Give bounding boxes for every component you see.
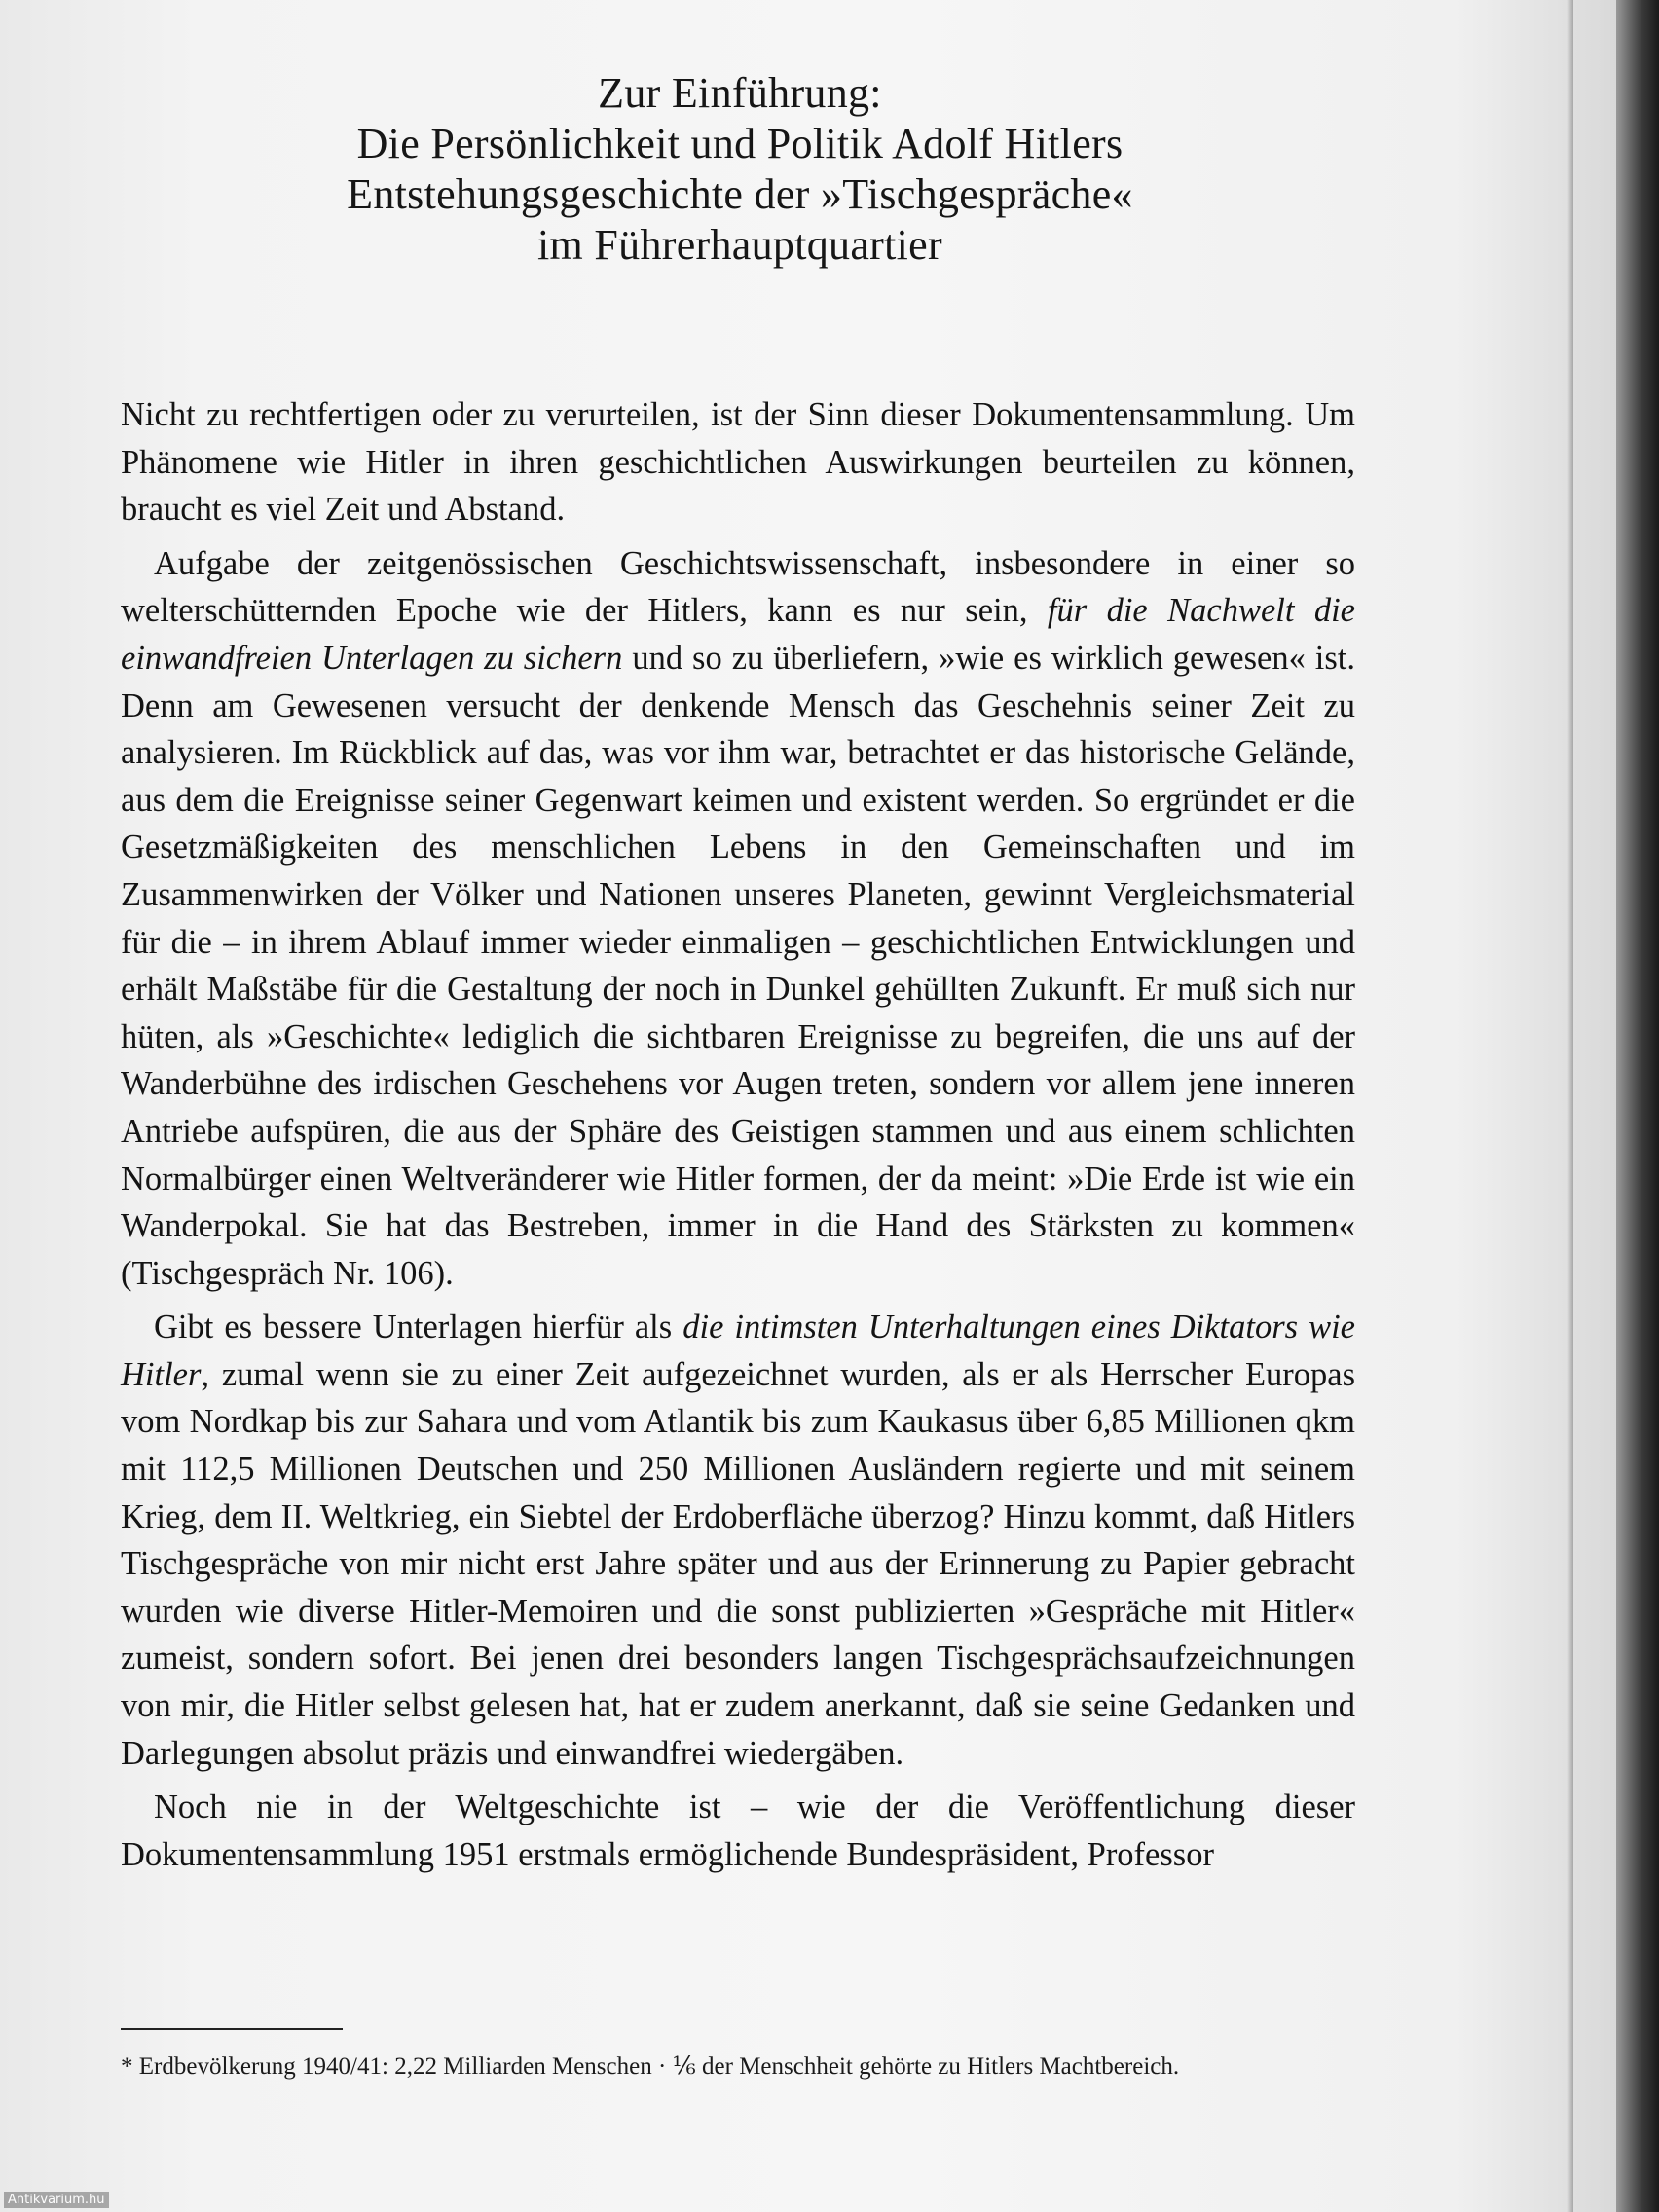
paragraph-text: Aufgabe der zeitgenössischen Geschichtswissenschaft, insbesondere in einer so welterschütternden Epoche wie der Hitlers, kann es nur sein, xyxy=(121,544,1355,630)
emphasis-text: für die Nachwelt die einwandfreien Unterlagen zu sichern xyxy=(121,592,1355,677)
footnote-divider xyxy=(121,2028,343,2030)
watermark: Antikvarium.hu xyxy=(4,2192,109,2208)
emphasis-text: die intimsten Unterhaltungen eines Diktators wie Hitler xyxy=(121,1309,1355,1393)
body-text xyxy=(121,391,1355,1885)
paragraph-text: Noch nie in der Weltgeschichte ist – wie der die Veröffentlichung dieser Dokumentensammlung 1951 erstmals ermöglichende Bundespräsident, Professor xyxy=(121,1788,1355,1873)
paragraph-text: Gibt es bessere Unterlagen hierfür als xyxy=(154,1309,683,1346)
paragraph xyxy=(121,540,1355,1298)
chapter-heading xyxy=(195,68,1285,271)
heading-line-2: Die Persönlichkeit und Politik Adolf Hitlers xyxy=(356,120,1124,167)
footnote: * Erdbevölkerung 1940/41: 2,22 Milliarden Menschen · ⅙ der Menschheit gehörte zu Hitlers Machtbereich. xyxy=(121,2053,1180,2080)
heading-line-4: im Führerhauptquartier xyxy=(537,221,942,269)
page-gutter-shadow xyxy=(1567,0,1573,2212)
paragraph xyxy=(121,1784,1355,1878)
paragraph-text: Nicht zu rechtfertigen oder zu verurteilen, ist der Sinn dieser Dokumentensammlung. Um Phänomene wie Hitler in ihren geschichtlichen Auswirkungen beurteilen zu können, braucht es viel Zeit und Abstand. xyxy=(121,396,1355,529)
heading-line-3: Entstehungsgeschichte der »Tischgespräche« xyxy=(347,170,1133,218)
book-spine xyxy=(1616,0,1659,2212)
heading-line-1: Zur Einführung: xyxy=(598,69,882,117)
paragraph xyxy=(121,1304,1355,1777)
paragraph xyxy=(121,391,1355,534)
paragraph-text: , zumal wenn sie zu einer Zeit aufgezeichnet wurden, als er als Herrscher Europas vom Nordkap bis zur Sahara und vom Atlantik bis zum Kaukasus über 6,85 Millionen qkm mit 112,5 Millionen Deutschen und 250 Millionen Ausländern regierte und mit seinem Krieg, dem II. Weltkrieg, ein Siebtel der Erdoberfläche überzog? Hinzu kommt, daß Hitlers Tischgespräche von mir nicht erst Jahre später und aus der Erinnerung zu Papier gebracht wurden wie diverse Hitler-Memoiren und die sonst publizierten »Gespräche mit Hitler« zumeist, sondern sofort. Bei jenen drei besonders langen Tischgesprächsaufzeichnungen von mir, die Hitler selbst gelesen hat, hat er zudem anerkannt, daß sie seine Gedanken und Darlegungen absolut präzis und einwandfrei wiedergäben. xyxy=(121,1355,1355,1772)
paragraph-text: und so zu überliefern, »wie es wirklich gewesen« ist. Denn am Gewesenen versucht der denkende Mensch das Geschehnis seiner Zeit zu analysieren. Im Rückblick auf das, was vor ihm war, betrachtet er das historische Gelände, aus dem die Ereignisse seiner Gegenwart keimen und existent werden. So ergründet er die Gesetzmäßigkeiten des menschlichen Lebens in den Gemeinschaften und im Zusammenwirken der Völker und Nationen unseres Planeten, gewinnt Vergleichsmaterial für die – in ihrem Ablauf immer wieder einmaligen – geschichtlichen Entwicklungen und erhält Maßstäbe für die Gestaltung der noch in Dunkel gehüllten Zukunft. Er muß sich nur hüten, als »Geschichte« lediglich die sichtbaren Ereignisse zu begreifen, die uns auf der Wanderbühne des irdischen Geschehens vor Augen treten, sondern vor allem jene inneren Antriebe aufspüren, die aus der Sphäre des Geistigen stammen und aus einem schlichten Normalbürger einen Weltveränderer wie Hitler formen, der da meint: »Die Erde ist wie ein Wanderpokal. Sie hat das Bestreben, immer in die Hand des Stärksten zu kommen« (Tischgespräch Nr. 106). xyxy=(121,639,1355,1292)
